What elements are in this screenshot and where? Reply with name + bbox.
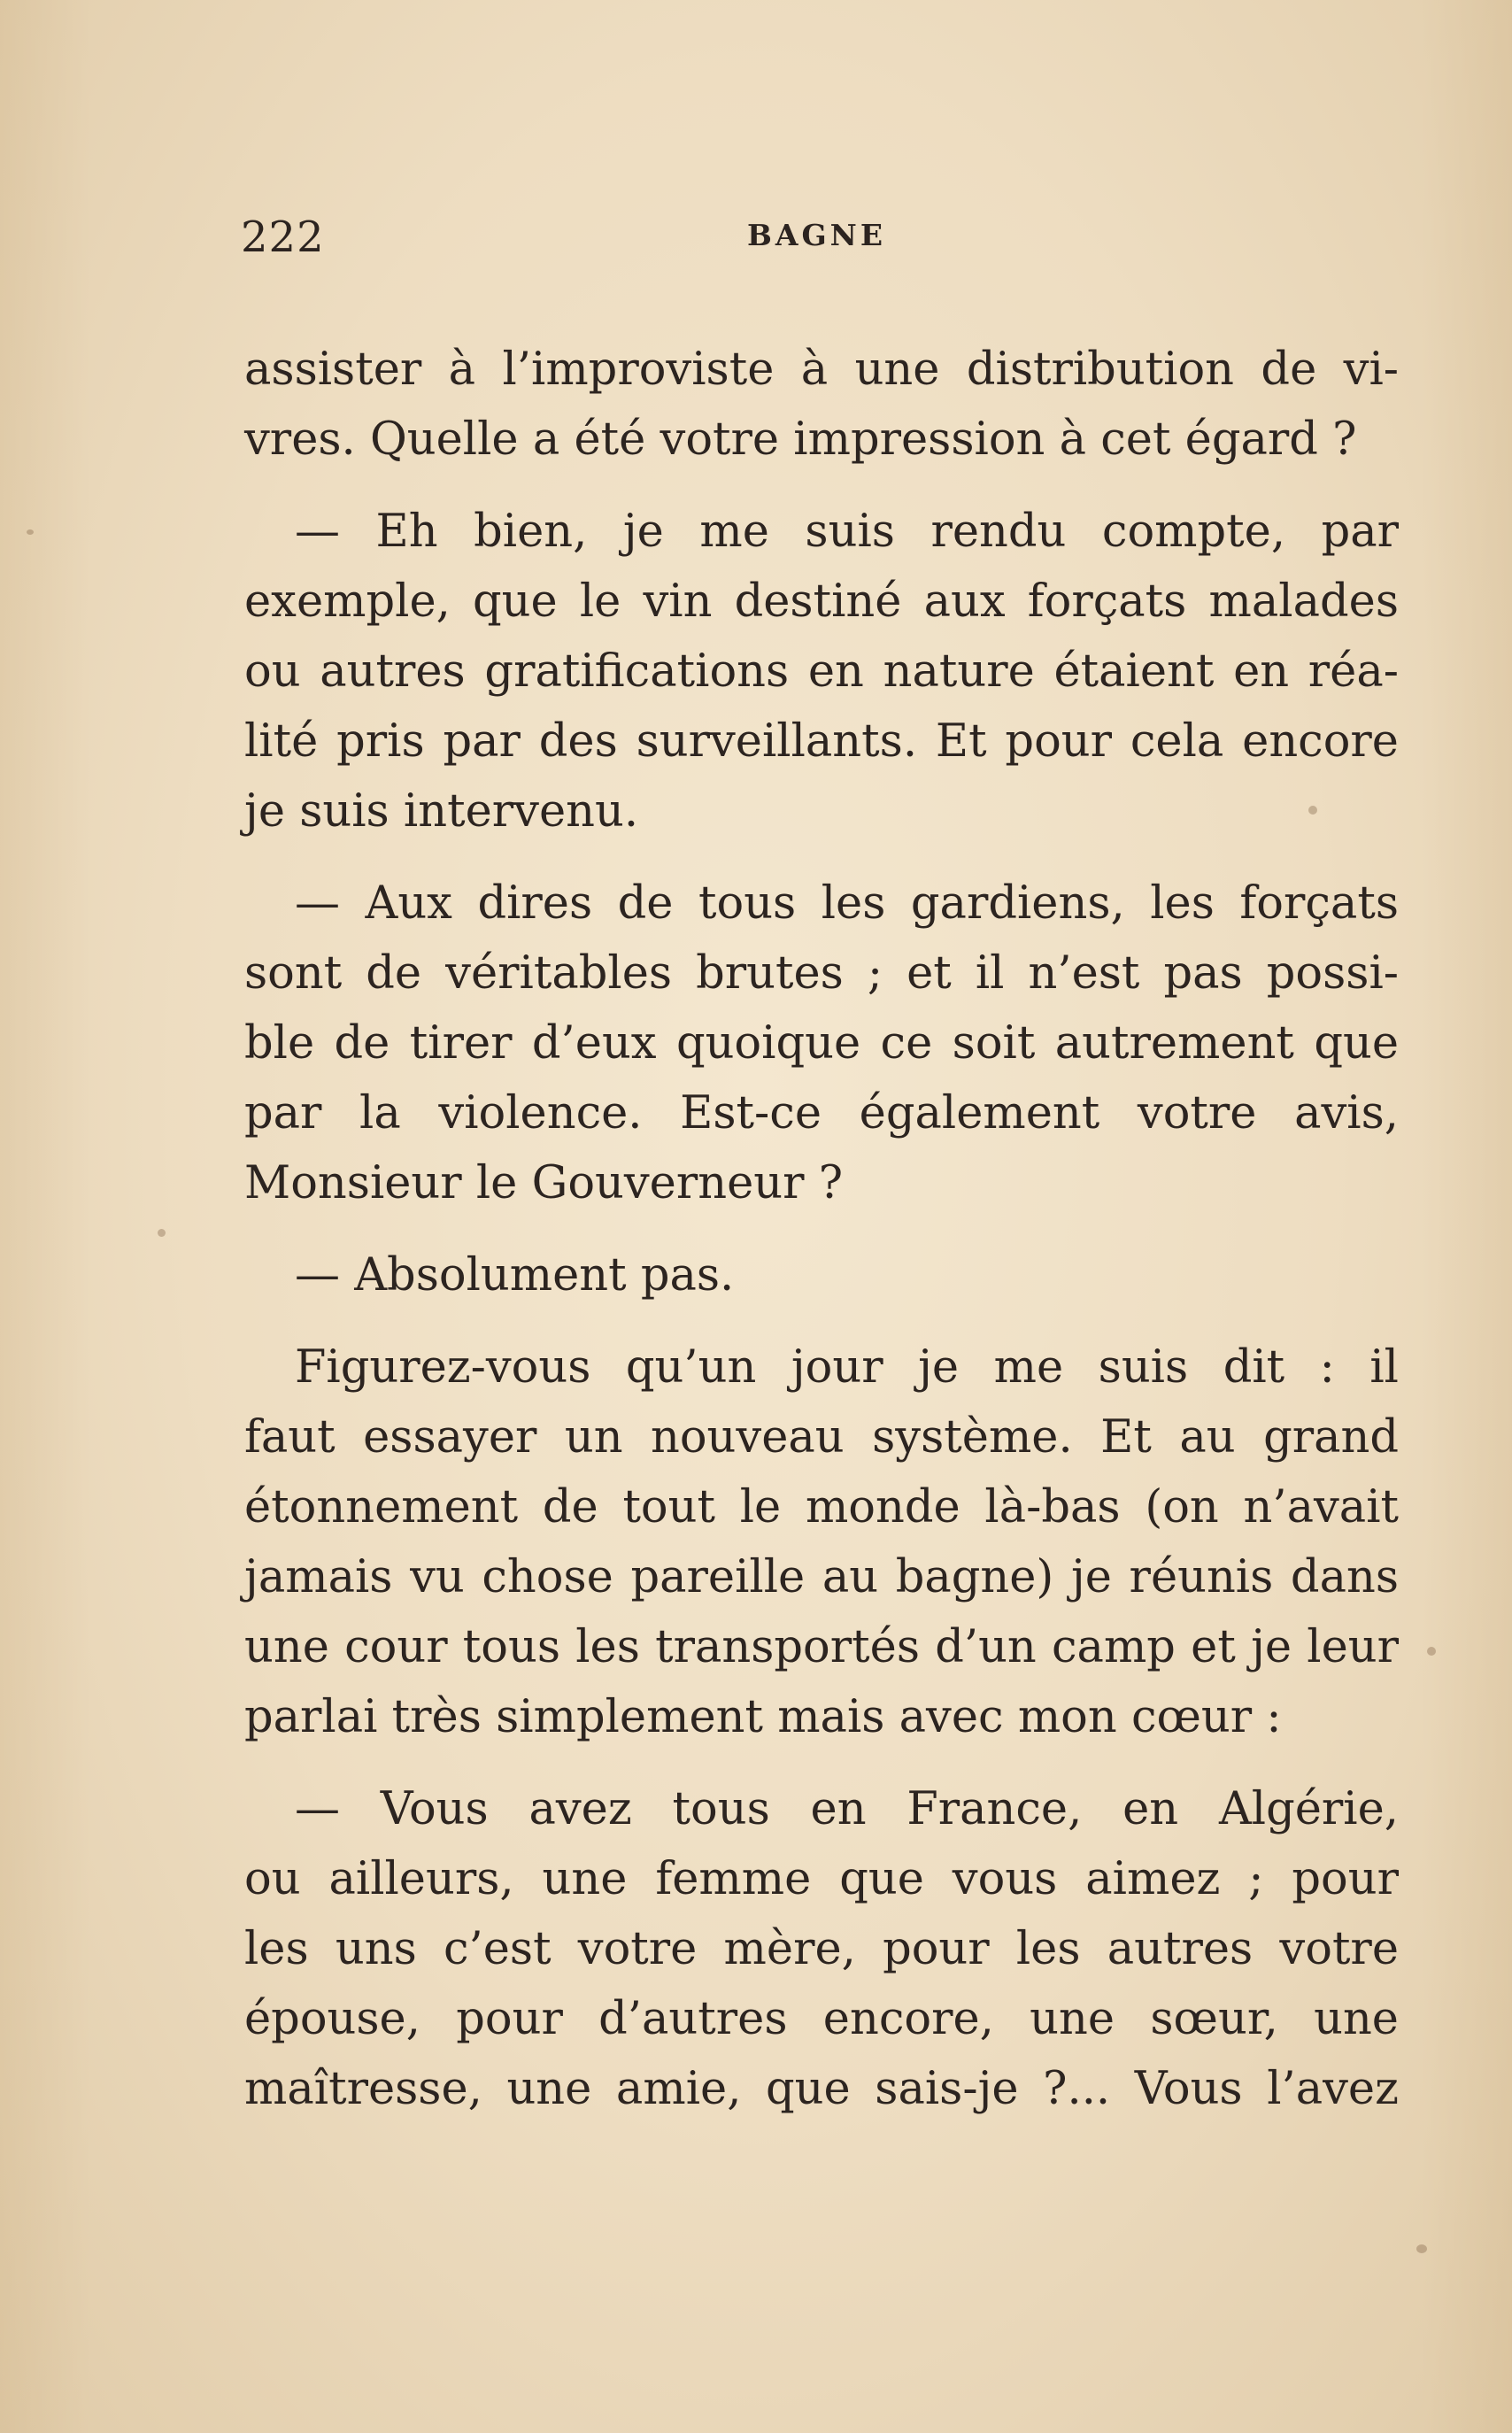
running-head [241, 212, 1399, 274]
text-line: jamais vu chose pareille au bagne) je réunis dans [244, 1551, 1399, 1603]
text-line: une cour tous les transportés d’un camp et je leur [244, 1621, 1399, 1673]
paragraph [244, 1774, 1399, 2124]
body-text [244, 335, 1399, 2146]
text-line: ble de tirer d’eux quoique ce soit autrement que [244, 1017, 1399, 1070]
text-line: — Absolument pas. [295, 1249, 735, 1301]
paragraph [244, 869, 1399, 1218]
text-line: épouse, pour d’autres encore, une sœur, une [244, 1993, 1399, 2045]
text-line: ou autres gratifications en nature étaient en réa- [244, 645, 1399, 698]
text-line: je suis intervenu. [244, 785, 639, 838]
text-line: par la violence. Est-ce également votre avis, [244, 1087, 1399, 1139]
paper-speck [158, 1229, 166, 1237]
text-line: — Aux dires de tous les gardiens, les forçats [295, 877, 1399, 930]
page-number: 222 [241, 212, 325, 262]
text-line: les uns c’est votre mère, pour les autres votre [244, 1923, 1399, 1975]
paragraph [244, 497, 1399, 846]
paragraph [244, 1240, 1399, 1310]
paragraph [244, 335, 1399, 475]
paper-speck [27, 529, 34, 535]
text-line: ou ailleurs, une femme que vous aimez ; pour [244, 1853, 1399, 1905]
paper-speck [1416, 2244, 1427, 2253]
text-line: étonnement de tout le monde là-bas (on n’avait [244, 1481, 1399, 1533]
text-line: parlai très simplement mais avec mon cœur : [244, 1691, 1282, 1743]
paragraph [244, 1332, 1399, 1752]
text-line: assister à l’improviste à une distribution de vi- [244, 344, 1399, 396]
text-line: exemple, que le vin destiné aux forçats malades [244, 575, 1399, 628]
text-line: Figurez-vous qu’un jour je me suis dit : il [295, 1341, 1399, 1394]
text-line: maîtresse, une amie, que sais-je ?... Vous l’avez [244, 2063, 1399, 2115]
paper-speck [1427, 1647, 1436, 1656]
text-line: vres. Quelle a été votre impression à cet égard ? [244, 413, 1357, 466]
running-title: BAGNE [747, 218, 886, 252]
text-line: sont de véritables brutes ; et il n’est pas possi- [244, 947, 1399, 1000]
text-line: faut essayer un nouveau système. Et au grand [244, 1411, 1399, 1464]
text-line: lité pris par des surveillants. Et pour cela encore [244, 715, 1399, 768]
text-line: — Vous avez tous en France, en Algérie, [295, 1783, 1399, 1835]
text-line: Monsieur le Gouverneur ? [244, 1157, 844, 1209]
text-line: — Eh bien, je me suis rendu compte, par [295, 506, 1399, 558]
